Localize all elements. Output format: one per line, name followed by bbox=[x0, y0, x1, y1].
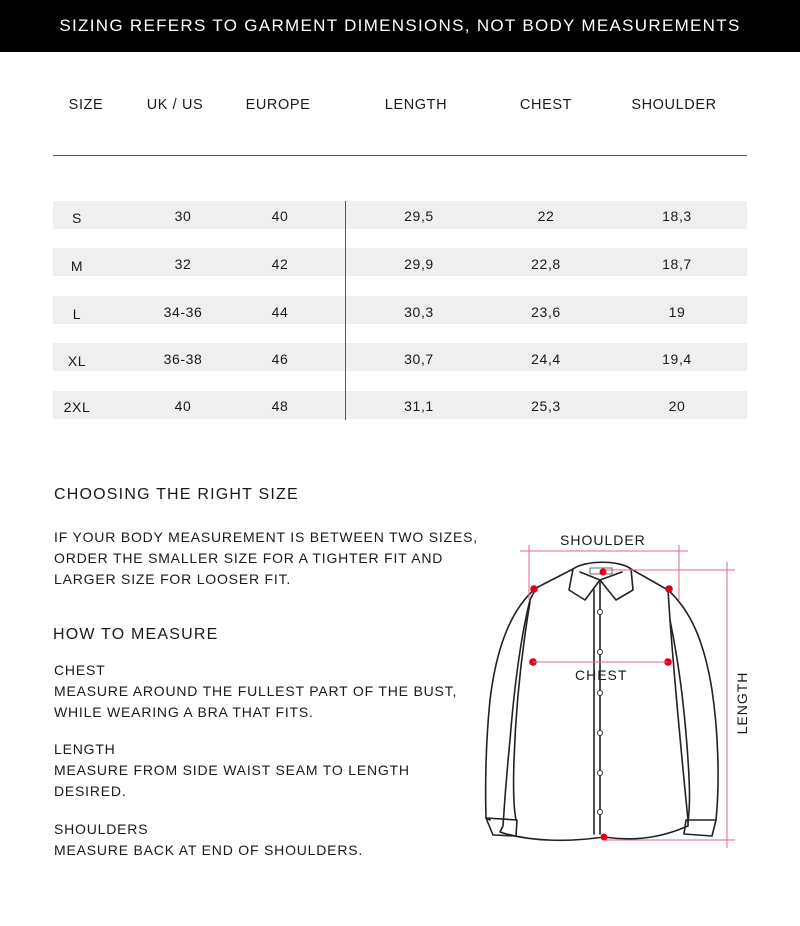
header-size: SIZE bbox=[68, 97, 104, 113]
shirt-illustration-icon bbox=[480, 525, 800, 865]
cell-length: 30,7 bbox=[404, 351, 434, 367]
length-line: DESIRED. bbox=[54, 783, 127, 799]
cell-europe: 44 bbox=[271, 304, 289, 320]
cell-europe: 46 bbox=[271, 351, 289, 367]
chest-line: WHILE WEARING A BRA THAT FITS. bbox=[54, 704, 314, 720]
cell-length: 29,5 bbox=[404, 208, 434, 224]
cell-size: S bbox=[72, 210, 82, 226]
cell-uk-us: 40 bbox=[174, 398, 192, 414]
header-shoulder: SHOULDER bbox=[631, 97, 717, 113]
cell-shoulder: 19 bbox=[668, 304, 686, 320]
header-chest: CHEST bbox=[519, 97, 573, 113]
cell-uk-us: 34-36 bbox=[163, 304, 203, 320]
length-line: MEASURE FROM SIDE WAIST SEAM TO LENGTH bbox=[54, 762, 410, 778]
cell-chest: 22 bbox=[537, 208, 555, 224]
length-label: LENGTH bbox=[734, 671, 750, 735]
header-length: LENGTH bbox=[384, 97, 448, 113]
cell-chest: 24,4 bbox=[531, 351, 561, 367]
cell-shoulder: 18,3 bbox=[662, 208, 692, 224]
length-title: LENGTH bbox=[54, 741, 116, 757]
table-row bbox=[53, 296, 747, 324]
cell-shoulder: 20 bbox=[668, 398, 686, 414]
choosing-line: IF YOUR BODY MEASUREMENT IS BETWEEN TWO SIZES, bbox=[54, 529, 478, 545]
header-divider bbox=[53, 155, 747, 156]
cell-chest: 25,3 bbox=[531, 398, 561, 414]
cell-europe: 48 bbox=[271, 398, 289, 414]
how-title: HOW TO MEASURE bbox=[53, 626, 219, 643]
table-row bbox=[53, 248, 747, 276]
shoulders-line: MEASURE BACK AT END OF SHOULDERS. bbox=[54, 842, 364, 858]
cell-europe: 42 bbox=[271, 256, 289, 272]
sizing-banner: SIZING REFERS TO GARMENT DIMENSIONS, NOT BODY MEASUREMENTS bbox=[0, 0, 800, 52]
shoulders-title: SHOULDERS bbox=[54, 821, 149, 837]
choosing-line: LARGER SIZE FOR LOOSER FIT. bbox=[54, 571, 292, 587]
cell-size: M bbox=[70, 258, 84, 274]
cell-size: XL bbox=[67, 353, 87, 369]
cell-shoulder: 18,7 bbox=[662, 256, 692, 272]
choosing-title: CHOOSING THE RIGHT SIZE bbox=[54, 486, 299, 503]
choosing-line: ORDER THE SMALLER SIZE FOR A TIGHTER FIT AND bbox=[54, 550, 444, 566]
cell-europe: 40 bbox=[271, 208, 289, 224]
cell-length: 30,3 bbox=[404, 304, 434, 320]
cell-size: 2XL bbox=[63, 399, 91, 415]
cell-length: 31,1 bbox=[404, 398, 434, 414]
cell-shoulder: 19,4 bbox=[662, 351, 692, 367]
column-divider bbox=[345, 201, 346, 420]
table-row bbox=[53, 201, 747, 229]
cell-size: L bbox=[72, 306, 82, 322]
chest-title: CHEST bbox=[54, 662, 106, 678]
cell-chest: 23,6 bbox=[531, 304, 561, 320]
cell-uk-us: 30 bbox=[174, 208, 192, 224]
header-uk-us: UK / US bbox=[146, 97, 204, 113]
table-row bbox=[53, 343, 747, 371]
header-europe: EUROPE bbox=[245, 97, 311, 113]
cell-length: 29,9 bbox=[404, 256, 434, 272]
cell-uk-us: 32 bbox=[174, 256, 192, 272]
shoulder-label: SHOULDER bbox=[560, 532, 646, 548]
chest-label: CHEST bbox=[575, 667, 628, 683]
table-row bbox=[53, 391, 747, 419]
cell-chest: 22,8 bbox=[531, 256, 561, 272]
chest-line: MEASURE AROUND THE FULLEST PART OF THE BUST, bbox=[54, 683, 458, 699]
cell-uk-us: 36-38 bbox=[163, 351, 203, 367]
